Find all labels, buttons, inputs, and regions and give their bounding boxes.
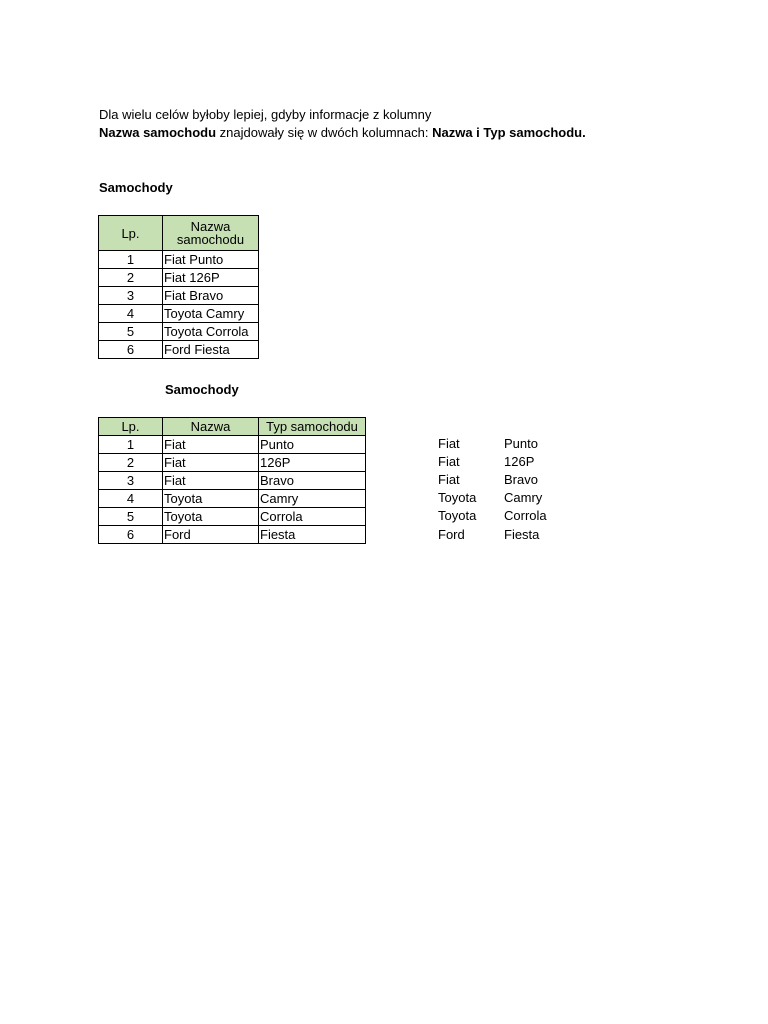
- list-item-type: Camry: [504, 490, 543, 505]
- table1-title: Samochody: [99, 180, 173, 195]
- list-item-type: Corrola: [504, 508, 547, 523]
- cell-name: Toyota: [163, 508, 259, 526]
- table-header-row: [99, 418, 366, 436]
- intro-text: znajdowały się w dwóch kolumnach:: [216, 125, 433, 140]
- intro-line-1: Dla wielu celów byłoby lepiej, gdyby informacje z kolumny: [99, 107, 432, 122]
- cars-table-combined: [98, 215, 259, 359]
- list-item-type: Bravo: [504, 472, 538, 487]
- table-row: [99, 436, 366, 454]
- intro-bold-column-name: Nazwa samochodu: [99, 125, 217, 140]
- header-lp: Lp.: [99, 418, 163, 436]
- table-row: [99, 508, 366, 526]
- list-item-type: 126P: [504, 454, 535, 469]
- cell-type: 126P: [259, 454, 366, 472]
- cell-name: Fiat: [163, 436, 259, 454]
- list-item-name: Ford: [438, 527, 465, 542]
- table-row: [99, 251, 259, 269]
- table-row: [99, 287, 259, 305]
- cell-lp: 5: [99, 508, 163, 526]
- header-name: Nazwa: [163, 418, 259, 436]
- table-row: [99, 454, 366, 472]
- list-item-name: Toyota: [438, 490, 477, 505]
- list-item-name: Fiat: [438, 436, 460, 451]
- cell-type: Camry: [259, 490, 366, 508]
- cell-car-name: Ford Fiesta: [163, 341, 259, 359]
- cell-lp: 6: [99, 341, 163, 359]
- cell-car-name: Toyota Corrola: [163, 323, 259, 341]
- cell-lp: 6: [99, 526, 163, 544]
- cell-lp: 2: [99, 269, 163, 287]
- table-header-row: [99, 216, 259, 251]
- cell-name: Toyota: [163, 490, 259, 508]
- cell-lp: 4: [99, 490, 163, 508]
- list-item-name: Fiat: [438, 454, 460, 469]
- table-row: [99, 305, 259, 323]
- table-row: [99, 341, 259, 359]
- cell-lp: 3: [99, 472, 163, 490]
- table-row: [99, 472, 366, 490]
- cell-lp: 3: [99, 287, 163, 305]
- cell-lp: 4: [99, 305, 163, 323]
- cell-car-name: Toyota Camry: [163, 305, 259, 323]
- intro-line-2: [99, 125, 586, 141]
- cell-type: Fiesta: [259, 526, 366, 544]
- cell-lp: 1: [99, 436, 163, 454]
- list-item-type: Punto: [504, 436, 538, 451]
- table-row: [99, 490, 366, 508]
- cell-name: Fiat: [163, 472, 259, 490]
- cell-lp: 5: [99, 323, 163, 341]
- list-item-name: Toyota: [438, 508, 477, 523]
- table2-title: Samochody: [165, 382, 239, 397]
- intro-bold-target-columns: Nazwa i Typ samochodu.: [432, 125, 586, 140]
- list-item-type: Fiesta: [504, 527, 540, 542]
- cars-table-split: [98, 417, 366, 544]
- header-car-type: Typ samochodu: [259, 418, 366, 436]
- header-car-name: Nazwa samochodu: [163, 216, 259, 251]
- cell-name: Fiat: [163, 454, 259, 472]
- header-lp: Lp.: [99, 216, 163, 251]
- table-row: [99, 323, 259, 341]
- cell-type: Bravo: [259, 472, 366, 490]
- cell-car-name: Fiat 126P: [163, 269, 259, 287]
- cell-type: Corrola: [259, 508, 366, 526]
- cell-lp: 2: [99, 454, 163, 472]
- cell-lp: 1: [99, 251, 163, 269]
- list-item-name: Fiat: [438, 472, 460, 487]
- cell-name: Ford: [163, 526, 259, 544]
- cell-type: Punto: [259, 436, 366, 454]
- table-row: [99, 269, 259, 287]
- table-row: [99, 526, 366, 544]
- cell-car-name: Fiat Bravo: [163, 287, 259, 305]
- cell-car-name: Fiat Punto: [163, 251, 259, 269]
